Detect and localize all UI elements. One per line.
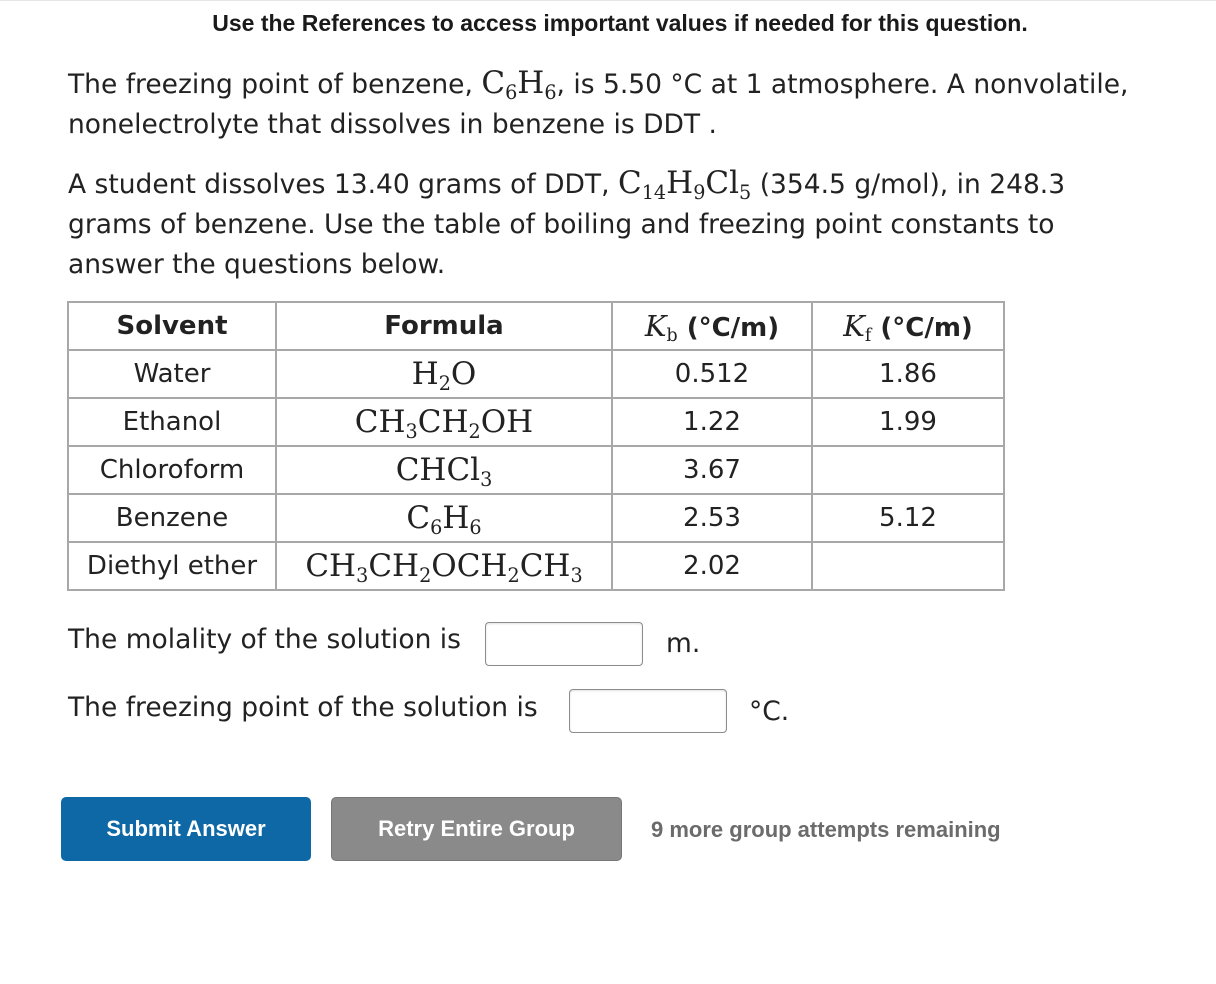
solvent-cell: Diethyl ether [68,542,276,590]
header-solvent: Solvent [68,302,276,350]
attempts-remaining: 9 more group attempts remaining [651,817,1001,842]
kb-symbol: $K_b$ [644,309,678,347]
molality-unit: m. [666,628,701,659]
constants-table [67,301,1005,591]
retry-entire-group-button[interactable]: Retry Entire Group [331,797,622,861]
problem-paragraph-2 [68,163,1148,285]
ddt-formula: $C_{14}H_9Cl_5$ [617,165,752,205]
table-row [68,350,1004,398]
benzene-formula: $C_6H_6$ [481,65,557,105]
formula-cell: $CH_3CH_2OH$ [276,398,612,446]
table-row [68,542,1004,590]
kf-symbol: $K_f$ [843,309,872,347]
references-note: Use the References to access important values if needed for this question. [212,10,1028,36]
table-row [68,398,1004,446]
table-row [68,494,1004,542]
kb-cell: 1.22 [612,398,812,446]
kf-cell: 1.86 [812,350,1004,398]
problem-text: (354.5 g/mol), in 248.3 grams of benzene. Use the table of boiling and freezing point constants to answer the questions below. [68,169,1066,280]
header-kf [812,302,1004,350]
problem-text: , is 5.50 °C at 1 atmosphere. A nonvolatile, nonelectrolyte that dissolves in benzene is DDT . [68,69,1129,140]
kf-cell: 1.99 [812,398,1004,446]
header-formula: Formula [276,302,612,350]
solvent-cell: Ethanol [68,398,276,446]
solvent-cell: Chloroform [68,446,276,494]
kb-cell: 0.512 [612,350,812,398]
kb-unit: (°C/m) [686,313,780,343]
kf-cell: 5.12 [812,494,1004,542]
molality-input[interactable] [485,622,643,666]
table-row [68,446,1004,494]
formula-cell: $CH_3CH_2OCH_2CH_3$ [276,542,612,590]
kb-cell: 3.67 [612,446,812,494]
table-header-row [68,302,1004,350]
solvent-cell: Water [68,350,276,398]
formula-cell: CHCl$_3$ [276,446,612,494]
problem-text: A student dissolves 13.40 grams of DDT, [68,169,618,200]
problem-paragraph-1 [68,63,1148,145]
freezing-point-question: The freezing point of the solution is [68,692,538,723]
kf-cell [812,542,1004,590]
top-divider [0,0,1216,1]
header-kb [612,302,812,350]
freezing-point-unit: °C. [749,696,790,727]
solvent-cell: Benzene [68,494,276,542]
kf-cell [812,446,1004,494]
kb-cell: 2.02 [612,542,812,590]
freezing-point-input[interactable] [569,689,727,733]
formula-cell: $C_6H_6$ [276,494,612,542]
submit-answer-button[interactable]: Submit Answer [61,797,311,861]
problem-text: The freezing point of benzene, [68,69,482,100]
molality-question: The molality of the solution is [68,624,461,655]
kb-cell: 2.53 [612,494,812,542]
kf-unit: (°C/m) [880,313,973,343]
formula-cell: $H_2O$ [276,350,612,398]
